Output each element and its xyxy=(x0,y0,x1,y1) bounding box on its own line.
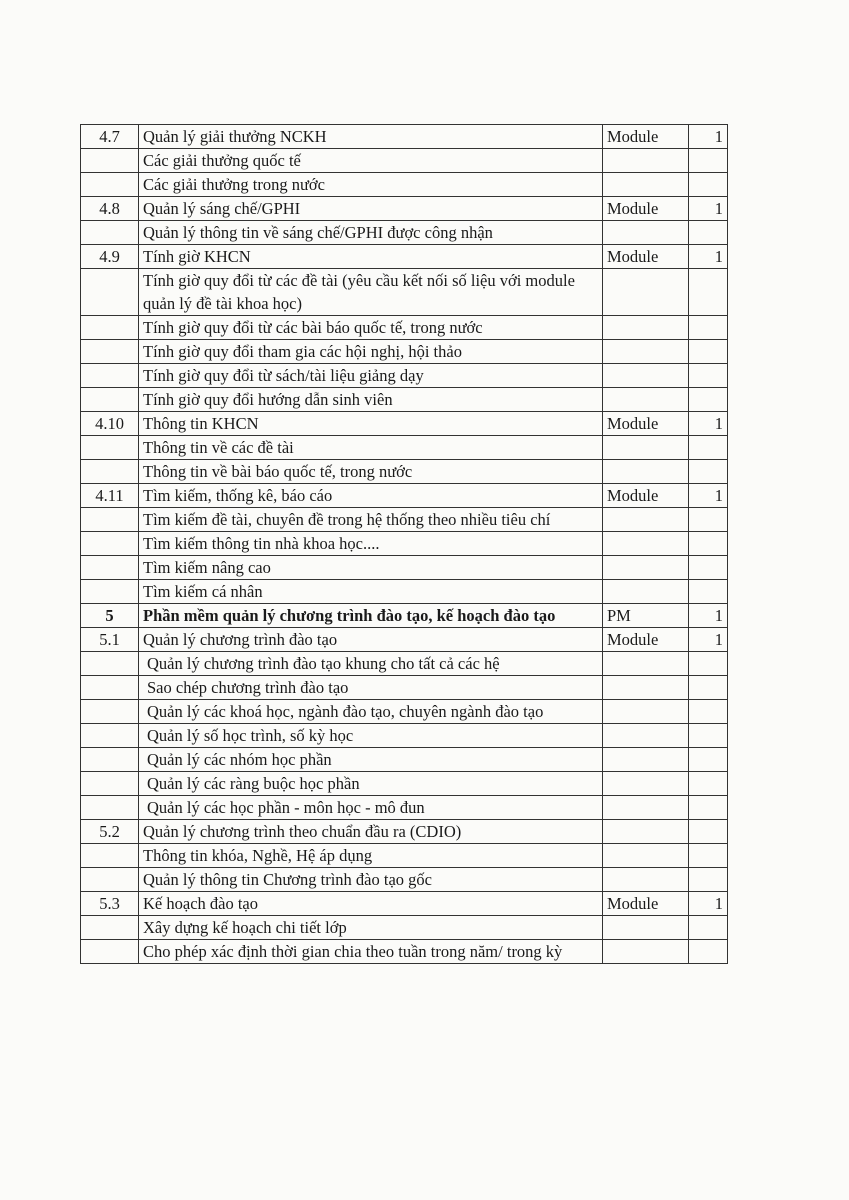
row-quantity xyxy=(689,532,728,556)
row-unit xyxy=(603,556,689,580)
row-unit xyxy=(603,173,689,197)
row-unit xyxy=(603,676,689,700)
row-number xyxy=(81,748,139,772)
row-quantity: 1 xyxy=(689,197,728,221)
row-description: Tính giờ quy đổi từ sách/tài liệu giảng dạy xyxy=(139,364,603,388)
row-quantity: 1 xyxy=(689,412,728,436)
row-number: 4.10 xyxy=(81,412,139,436)
row-quantity xyxy=(689,844,728,868)
row-quantity xyxy=(689,221,728,245)
row-unit xyxy=(603,340,689,364)
row-number xyxy=(81,844,139,868)
row-unit xyxy=(603,436,689,460)
row-unit xyxy=(603,916,689,940)
row-description: Tìm kiếm đề tài, chuyên đề trong hệ thống theo nhiều tiêu chí xyxy=(139,508,603,532)
row-unit xyxy=(603,724,689,748)
row-description: Quản lý các ràng buộc học phần xyxy=(139,772,603,796)
row-description: Tính giờ quy đổi từ các đề tài (yêu cầu kết nối số liệu với module quản lý đề tài khoa học) xyxy=(139,269,603,316)
table-row xyxy=(81,173,728,197)
row-quantity xyxy=(689,580,728,604)
row-number xyxy=(81,460,139,484)
row-unit xyxy=(603,316,689,340)
row-description: Quản lý các khoá học, ngành đào tạo, chuyên ngành đào tạo xyxy=(139,700,603,724)
row-unit xyxy=(603,652,689,676)
row-quantity: 1 xyxy=(689,628,728,652)
row-unit: Module xyxy=(603,245,689,269)
row-unit xyxy=(603,532,689,556)
row-number xyxy=(81,868,139,892)
table-row xyxy=(81,532,728,556)
table-row xyxy=(81,676,728,700)
table-row xyxy=(81,316,728,340)
table-row xyxy=(81,724,728,748)
row-quantity xyxy=(689,556,728,580)
row-unit: PM xyxy=(603,604,689,628)
row-number xyxy=(81,724,139,748)
row-unit xyxy=(603,820,689,844)
row-description: Các giải thưởng quốc tế xyxy=(139,149,603,173)
row-number: 4.9 xyxy=(81,245,139,269)
row-quantity: 1 xyxy=(689,604,728,628)
row-quantity xyxy=(689,772,728,796)
row-description: Quản lý sáng chế/GPHI xyxy=(139,197,603,221)
row-quantity: 1 xyxy=(689,484,728,508)
row-unit xyxy=(603,772,689,796)
row-number xyxy=(81,652,139,676)
row-number: 5 xyxy=(81,604,139,628)
row-quantity: 1 xyxy=(689,245,728,269)
row-unit: Module xyxy=(603,197,689,221)
row-description: Quản lý thông tin Chương trình đào tạo gốc xyxy=(139,868,603,892)
row-quantity xyxy=(689,748,728,772)
row-unit: Module xyxy=(603,125,689,149)
table-row xyxy=(81,940,728,964)
row-number xyxy=(81,173,139,197)
table-row xyxy=(81,556,728,580)
row-description: Kế hoạch đào tạo xyxy=(139,892,603,916)
row-description: Tính giờ KHCN xyxy=(139,245,603,269)
row-quantity xyxy=(689,508,728,532)
row-unit: Module xyxy=(603,628,689,652)
row-quantity xyxy=(689,340,728,364)
row-description: Tính giờ quy đổi tham gia các hội nghị, hội thảo xyxy=(139,340,603,364)
row-number xyxy=(81,508,139,532)
table-row xyxy=(81,460,728,484)
table-row xyxy=(81,340,728,364)
table-row xyxy=(81,580,728,604)
row-quantity xyxy=(689,940,728,964)
row-description: Quản lý chương trình theo chuẩn đầu ra (CDIO) xyxy=(139,820,603,844)
row-number: 5.1 xyxy=(81,628,139,652)
row-quantity xyxy=(689,652,728,676)
table-row xyxy=(81,844,728,868)
row-number xyxy=(81,916,139,940)
row-description: Quản lý các nhóm học phần xyxy=(139,748,603,772)
table-row xyxy=(81,269,728,316)
row-unit xyxy=(603,221,689,245)
table-row xyxy=(81,388,728,412)
row-description: Thông tin khóa, Nghề, Hệ áp dụng xyxy=(139,844,603,868)
row-number: 5.3 xyxy=(81,892,139,916)
row-unit xyxy=(603,796,689,820)
row-quantity xyxy=(689,868,728,892)
row-unit xyxy=(603,508,689,532)
row-description: Thông tin về bài báo quốc tế, trong nước xyxy=(139,460,603,484)
row-quantity xyxy=(689,173,728,197)
row-number xyxy=(81,532,139,556)
table-row xyxy=(81,700,728,724)
row-number: 5.2 xyxy=(81,820,139,844)
row-unit xyxy=(603,364,689,388)
row-description: Quản lý thông tin về sáng chế/GPHI được công nhận xyxy=(139,221,603,245)
table-row xyxy=(81,508,728,532)
table-row xyxy=(81,628,728,652)
row-description: Tìm kiếm nâng cao xyxy=(139,556,603,580)
row-description: Thông tin về các đề tài xyxy=(139,436,603,460)
table-row xyxy=(81,436,728,460)
row-unit: Module xyxy=(603,484,689,508)
row-number xyxy=(81,700,139,724)
row-quantity: 1 xyxy=(689,125,728,149)
table-row xyxy=(81,772,728,796)
row-quantity: 1 xyxy=(689,892,728,916)
row-quantity xyxy=(689,724,728,748)
row-number xyxy=(81,772,139,796)
row-number xyxy=(81,580,139,604)
row-unit xyxy=(603,149,689,173)
table-row xyxy=(81,245,728,269)
table-row xyxy=(81,916,728,940)
row-quantity xyxy=(689,436,728,460)
table-row xyxy=(81,796,728,820)
row-unit xyxy=(603,700,689,724)
row-unit xyxy=(603,868,689,892)
row-number xyxy=(81,269,139,316)
row-description: Quản lý giải thưởng NCKH xyxy=(139,125,603,149)
row-description: Xây dựng kế hoạch chi tiết lớp xyxy=(139,916,603,940)
row-quantity xyxy=(689,676,728,700)
row-number xyxy=(81,221,139,245)
table-row xyxy=(81,364,728,388)
table-row xyxy=(81,748,728,772)
row-unit xyxy=(603,388,689,412)
row-description: Quản lý chương trình đào tạo xyxy=(139,628,603,652)
row-number xyxy=(81,364,139,388)
row-unit xyxy=(603,460,689,484)
row-description: Sao chép chương trình đào tạo xyxy=(139,676,603,700)
table-row xyxy=(81,149,728,173)
row-unit xyxy=(603,580,689,604)
row-number xyxy=(81,340,139,364)
row-description: Các giải thưởng trong nước xyxy=(139,173,603,197)
row-quantity xyxy=(689,916,728,940)
row-description: Tìm kiếm thông tin nhà khoa học.... xyxy=(139,532,603,556)
row-description: Quản lý số học trình, số kỳ học xyxy=(139,724,603,748)
row-number xyxy=(81,149,139,173)
row-number xyxy=(81,676,139,700)
row-unit xyxy=(603,844,689,868)
table-row xyxy=(81,604,728,628)
row-unit: Module xyxy=(603,892,689,916)
table-row xyxy=(81,197,728,221)
row-unit xyxy=(603,748,689,772)
row-number xyxy=(81,436,139,460)
spec-table xyxy=(80,124,728,964)
row-description: Quản lý chương trình đào tạo khung cho tất cả các hệ xyxy=(139,652,603,676)
row-number: 4.7 xyxy=(81,125,139,149)
row-quantity xyxy=(689,269,728,316)
row-number: 4.8 xyxy=(81,197,139,221)
table-row xyxy=(81,892,728,916)
row-description: Phần mềm quản lý chương trình đào tạo, kế hoạch đào tạo xyxy=(139,604,603,628)
row-number xyxy=(81,316,139,340)
row-description: Quản lý các học phần - môn học - mô đun xyxy=(139,796,603,820)
table-row xyxy=(81,125,728,149)
row-description: Cho phép xác định thời gian chia theo tuần trong năm/ trong kỳ xyxy=(139,940,603,964)
row-unit xyxy=(603,269,689,316)
row-number xyxy=(81,940,139,964)
row-number xyxy=(81,388,139,412)
table-row xyxy=(81,412,728,436)
row-description: Tìm kiếm cá nhân xyxy=(139,580,603,604)
document-page xyxy=(80,124,727,964)
row-quantity xyxy=(689,820,728,844)
row-quantity xyxy=(689,388,728,412)
row-quantity xyxy=(689,700,728,724)
row-description: Thông tin KHCN xyxy=(139,412,603,436)
row-quantity xyxy=(689,796,728,820)
row-description: Tính giờ quy đổi từ các bài báo quốc tế, trong nước xyxy=(139,316,603,340)
row-description: Tính giờ quy đổi hướng dẫn sinh viên xyxy=(139,388,603,412)
row-quantity xyxy=(689,460,728,484)
spec-table-body xyxy=(81,125,728,964)
row-quantity xyxy=(689,316,728,340)
table-row xyxy=(81,484,728,508)
row-number xyxy=(81,556,139,580)
row-number: 4.11 xyxy=(81,484,139,508)
row-unit: Module xyxy=(603,412,689,436)
table-row xyxy=(81,820,728,844)
row-quantity xyxy=(689,149,728,173)
row-description: Tìm kiếm, thống kê, báo cáo xyxy=(139,484,603,508)
table-row xyxy=(81,221,728,245)
table-row xyxy=(81,652,728,676)
row-unit xyxy=(603,940,689,964)
table-row xyxy=(81,868,728,892)
row-number xyxy=(81,796,139,820)
row-quantity xyxy=(689,364,728,388)
